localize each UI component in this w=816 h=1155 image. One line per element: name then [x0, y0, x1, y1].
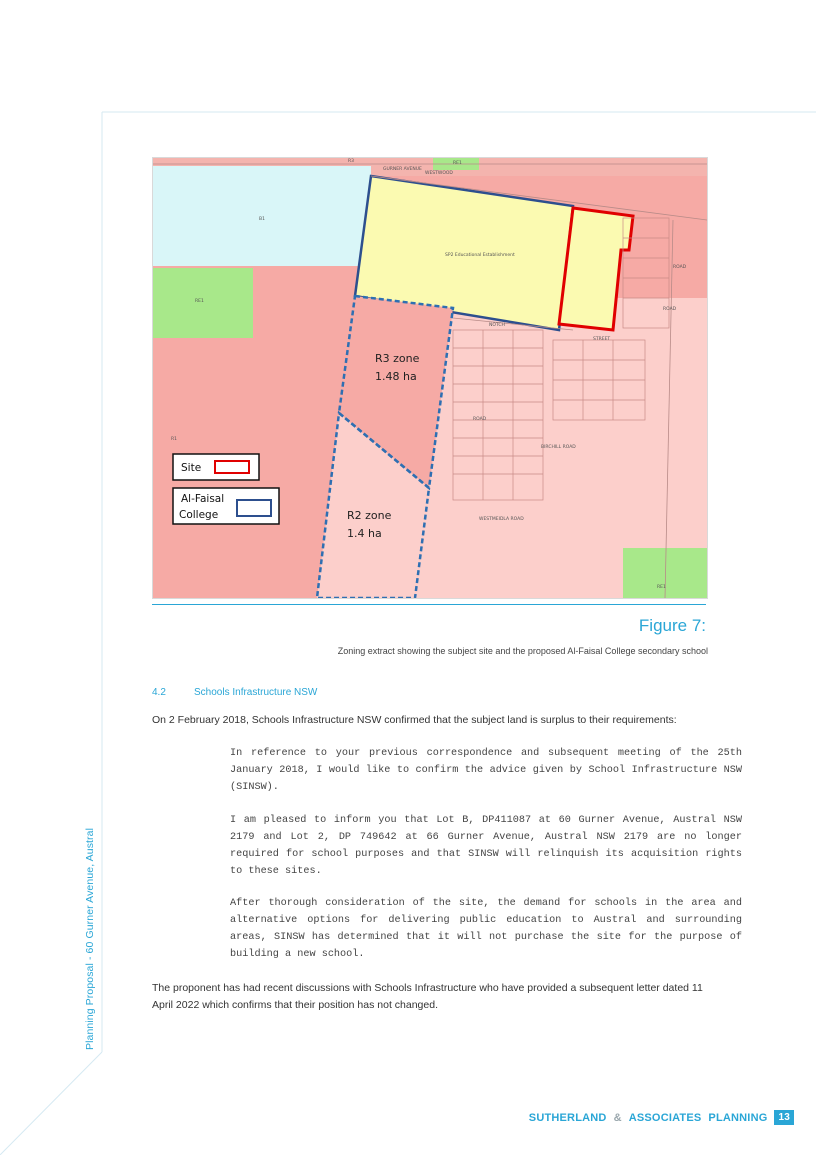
page-number: 13	[774, 1110, 794, 1125]
figure-title: Figure 7:	[638, 616, 706, 635]
street-label: NOTCH	[489, 323, 505, 328]
zone-label: R1	[171, 437, 177, 442]
footer-brand-name1: SUTHERLAND	[528, 1111, 607, 1124]
street-label: WESTWOOD	[425, 171, 453, 176]
street-label: ROAD	[473, 417, 487, 422]
street-label: BIRCHILL ROAD	[541, 445, 576, 450]
zone-label: RE1	[195, 299, 204, 304]
zone-label: RE1	[453, 161, 462, 166]
quote-paragraph: In reference to your previous correspondence and subsequent meeting of the 25th January 2018, I would like to confirm the advice given by School Infrastructure NSW (SINSW).	[230, 748, 742, 793]
legend-site-label: Site	[181, 462, 202, 474]
legend-college-label-line2: College	[179, 509, 219, 521]
legend-college-swatch	[237, 500, 271, 516]
zone-label: R3	[348, 159, 354, 164]
street-label: GURNER AVENUE	[383, 167, 422, 172]
section-title: Schools Infrastructure NSW	[194, 687, 318, 698]
intro-paragraph: On 2 February 2018, Schools Infrastructure NSW confirmed that the subject land is surplus to their requirements:	[152, 714, 677, 726]
r2-zone-label: R2 zone	[347, 509, 392, 522]
quote-paragraph: After thorough consideration of the site, the demand for schools in the area and alternative options for delivering public education to Austral and surrounding areas, SINSW has determined that it will not purchase the site for the purpose of building a new school.	[230, 898, 742, 960]
footer-brand-amp: &	[613, 1111, 622, 1124]
street-label: ROAD	[673, 265, 687, 270]
r3-zone-area-label: 1.48 ha	[375, 370, 417, 383]
section-heading	[152, 687, 317, 698]
legend-college-label-line1: Al-Faisal	[181, 493, 225, 505]
zoning-map-graphic	[153, 158, 707, 598]
zoning-map	[152, 157, 708, 599]
footer-brand-name2: ASSOCIATES	[628, 1111, 702, 1124]
business-zone	[153, 166, 371, 266]
footer-brand	[529, 1110, 794, 1125]
footer-brand-name3: PLANNING	[708, 1111, 768, 1124]
zone-label: RE1	[657, 585, 666, 590]
zone-label: SP2 Educational Establishment	[445, 253, 515, 258]
r3-zone-label: R3 zone	[375, 352, 420, 365]
zone-label: B1	[259, 217, 265, 222]
figure-caption: Zoning extract showing the subject site and the proposed Al-Faisal College secondary school	[337, 646, 708, 656]
figure-divider	[152, 604, 706, 605]
legend-site-swatch	[215, 461, 249, 473]
r2-zone-area-label: 1.4 ha	[347, 527, 382, 540]
street-label: ROAD	[663, 307, 677, 312]
street-label: WESTMEIDLA ROAD	[479, 517, 524, 522]
street-label: STREET	[593, 337, 611, 342]
quote-paragraph: I am pleased to inform you that Lot B, DP411087 at 60 Gurner Avenue, Austral NSW 2179 and Lot 2, DP 749642 at 66 Gurner Avenue, Austral NSW 2179 are no longer required for school purposes and that SINSW will relinquish its acquisition rights to these sites.	[230, 815, 742, 877]
closing-paragraph: The proponent has had recent discussions with Schools Infrastructure who have provided a subsequent letter dated 11 April 2022 which confirms that their position has not changed.	[152, 982, 703, 1011]
section-number: 4.2	[152, 687, 166, 698]
sidebar-document-title: Planning Proposal - 60 Gurner Avenue, Austral	[84, 827, 96, 1050]
